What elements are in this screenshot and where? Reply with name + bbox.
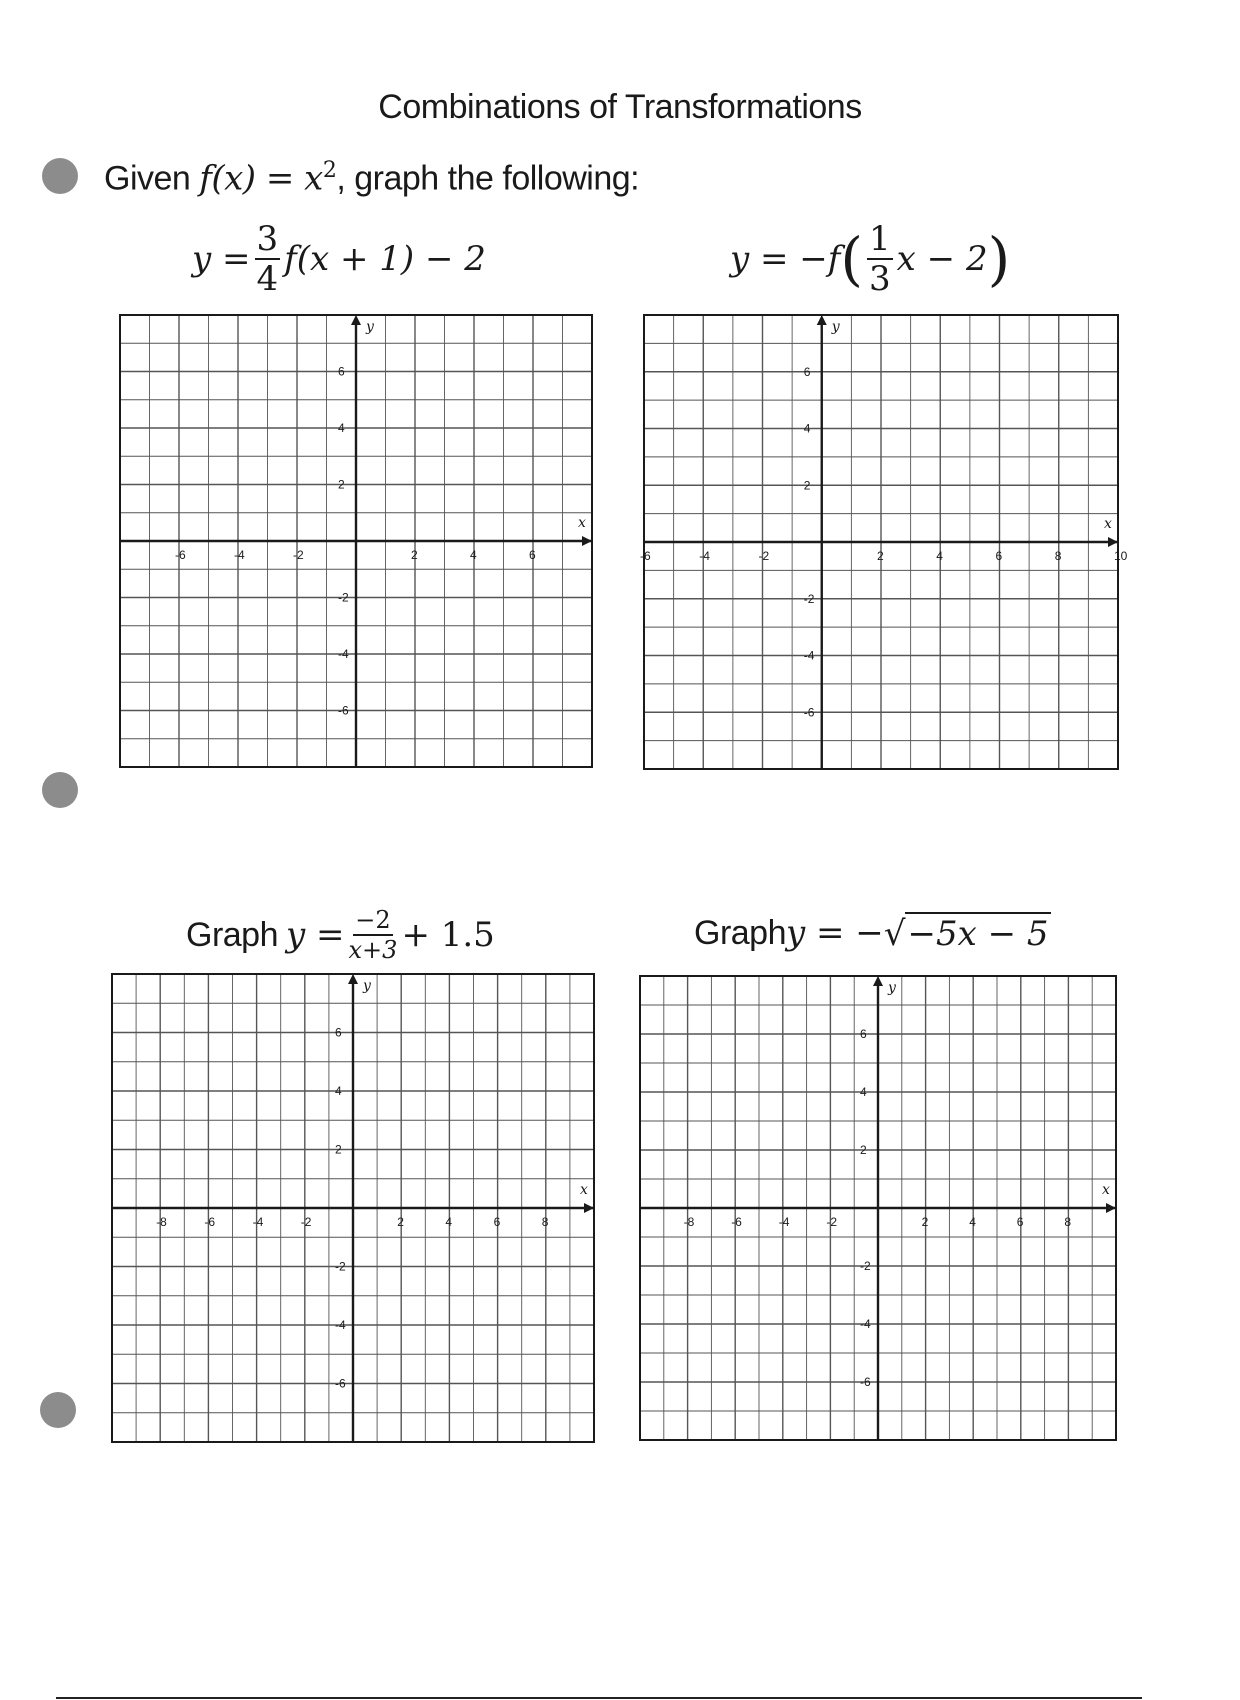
equation-3-numerator: −2 [355, 906, 391, 934]
y-tick-label: 2 [803, 478, 811, 493]
equation-1-rest: f(x + 1) − 2 [284, 239, 486, 279]
equation-3-denominator: x+3 [348, 936, 398, 964]
x-axis-label: x [580, 1182, 588, 1198]
x-tick-label: 4 [445, 1215, 453, 1229]
x-tick-label: -2 [300, 1215, 312, 1229]
x-tick-label: -8 [156, 1215, 167, 1229]
radical-sign-icon: √ [883, 914, 906, 954]
x-tick-label: 8 [541, 1215, 549, 1229]
equation-2-open-paren: ( [840, 225, 864, 293]
y-tick-label: -4 [335, 1318, 346, 1332]
y-tick-label: -2 [803, 591, 815, 606]
x-tick-label: 8 [1054, 549, 1062, 563]
equation-1-fraction [255, 219, 281, 299]
equation-1-numerator: 3 [256, 219, 279, 259]
x-tick-label: 2 [397, 1215, 404, 1229]
equation-2-close-paren: ) [987, 225, 1011, 293]
punch-hole-middle [42, 772, 78, 808]
y-tick-label: 4 [803, 421, 811, 436]
y-tick-label: -6 [803, 705, 815, 720]
x-axis-arrow-icon [1108, 537, 1118, 547]
y-axis-label: y [888, 980, 896, 996]
x-tick-label: -2 [293, 548, 304, 562]
y-axis-arrow-icon [873, 976, 883, 986]
y-tick-label: 4 [860, 1085, 867, 1099]
equation-3-lhs: y = [286, 915, 345, 955]
equation-1-lhs: y = [192, 239, 251, 279]
y-tick-label: -6 [860, 1375, 871, 1389]
x-tick-label: -8 [683, 1215, 695, 1229]
page-title: Combinations of Transformations [378, 88, 862, 126]
y-tick-label: 2 [860, 1143, 867, 1157]
x-tick-label: -6 [204, 1215, 216, 1229]
y-tick-label: 6 [860, 1027, 867, 1041]
equation-3 [186, 908, 495, 962]
x-tick-label: -2 [826, 1215, 838, 1229]
x-tick-label: -4 [252, 1215, 264, 1229]
punch-hole-top [42, 158, 78, 194]
x-tick-label: -2 [758, 549, 770, 563]
x-axis-label: x [1102, 1182, 1110, 1198]
equation-1-denominator: 4 [256, 259, 279, 299]
y-axis-label: y [363, 978, 371, 994]
y-tick-label: 6 [338, 364, 345, 379]
equation-4-lhs: y = − [786, 913, 884, 953]
x-tick-label: 6 [1016, 1215, 1024, 1229]
y-tick-label: -4 [860, 1317, 871, 1331]
equation-2 [730, 219, 1011, 299]
instruction-eq: = [255, 158, 305, 199]
y-axis-arrow-icon [348, 974, 358, 984]
x-tick-label: -6 [731, 1215, 742, 1229]
x-axis-arrow-icon [582, 536, 592, 546]
equation-4 [694, 912, 1051, 954]
x-axis-arrow-icon [1106, 1203, 1116, 1213]
instruction-text [104, 158, 639, 198]
equation-3-fraction [349, 908, 398, 962]
instruction-exp: 2 [322, 158, 337, 183]
graph-grid-4[interactable] [638, 974, 1118, 1442]
x-tick-label: 4 [936, 549, 943, 563]
y-axis-label: y [831, 319, 840, 335]
x-tick-label: 6 [995, 549, 1003, 563]
x-tick-label: 2 [877, 549, 884, 563]
x-tick-label: -6 [640, 549, 651, 563]
x-axis-arrow-icon [584, 1203, 594, 1213]
y-tick-label: -6 [335, 1376, 346, 1391]
graph-grid-3[interactable] [110, 972, 596, 1444]
y-tick-label: 2 [335, 1142, 342, 1157]
x-tick-label: 8 [1064, 1215, 1072, 1229]
x-tick-label: 2 [921, 1215, 929, 1229]
graph-grid-2[interactable] [640, 313, 1128, 771]
y-tick-label: 4 [335, 1084, 342, 1098]
y-tick-label: 4 [338, 421, 345, 435]
x-tick-label: 6 [493, 1215, 501, 1229]
x-tick-label: -4 [699, 549, 710, 563]
y-tick-label: -2 [860, 1259, 871, 1273]
y-tick-label: -2 [338, 590, 349, 605]
equation-2-denominator: 3 [869, 259, 891, 299]
equation-4-radical [884, 912, 1051, 954]
x-tick-label: -4 [234, 548, 245, 562]
x-tick-label: -6 [175, 548, 186, 562]
equation-2-inner: x − 2 [896, 239, 988, 279]
y-tick-label: 6 [335, 1025, 342, 1040]
bottom-rule [56, 1697, 1142, 1699]
y-axis-label: y [366, 319, 374, 335]
instruction-prefix: Given [104, 159, 200, 198]
punch-hole-bottom [40, 1392, 76, 1428]
y-tick-label: -6 [338, 703, 349, 718]
equation-4-label: Graph [694, 913, 786, 952]
equation-2-lhs: y = −f [730, 239, 841, 279]
y-tick-label: -4 [803, 648, 815, 663]
y-tick-label: -4 [338, 647, 349, 661]
equation-2-fraction [867, 219, 893, 299]
x-tick-label: 2 [411, 548, 418, 562]
equation-1 [192, 219, 486, 299]
y-axis-arrow-icon [351, 315, 361, 325]
y-tick-label: 6 [803, 364, 811, 379]
graph-grid-1[interactable] [118, 313, 594, 769]
equation-3-label: Graph [186, 915, 278, 954]
y-tick-label: 2 [338, 477, 345, 492]
equation-2-numerator: 1 [869, 219, 891, 259]
instruction-suffix: , graph the following: [336, 159, 640, 198]
instruction-var: x [304, 158, 323, 199]
x-axis-label: x [1104, 516, 1112, 532]
y-tick-label: -2 [335, 1259, 346, 1274]
x-tick-label: 6 [529, 548, 536, 562]
x-tick-label: 4 [969, 1215, 976, 1229]
instruction-func: f(x) [199, 158, 256, 199]
y-axis-arrow-icon [817, 315, 827, 325]
x-axis-label: x [578, 515, 586, 531]
x-tick-label: 4 [470, 548, 477, 562]
equation-4-radicand: −5x − 5 [907, 914, 1049, 954]
equation-3-rest: + 1.5 [401, 915, 495, 955]
x-tick-label: -4 [778, 1215, 790, 1229]
x-tick-label: 10 [1114, 549, 1128, 563]
